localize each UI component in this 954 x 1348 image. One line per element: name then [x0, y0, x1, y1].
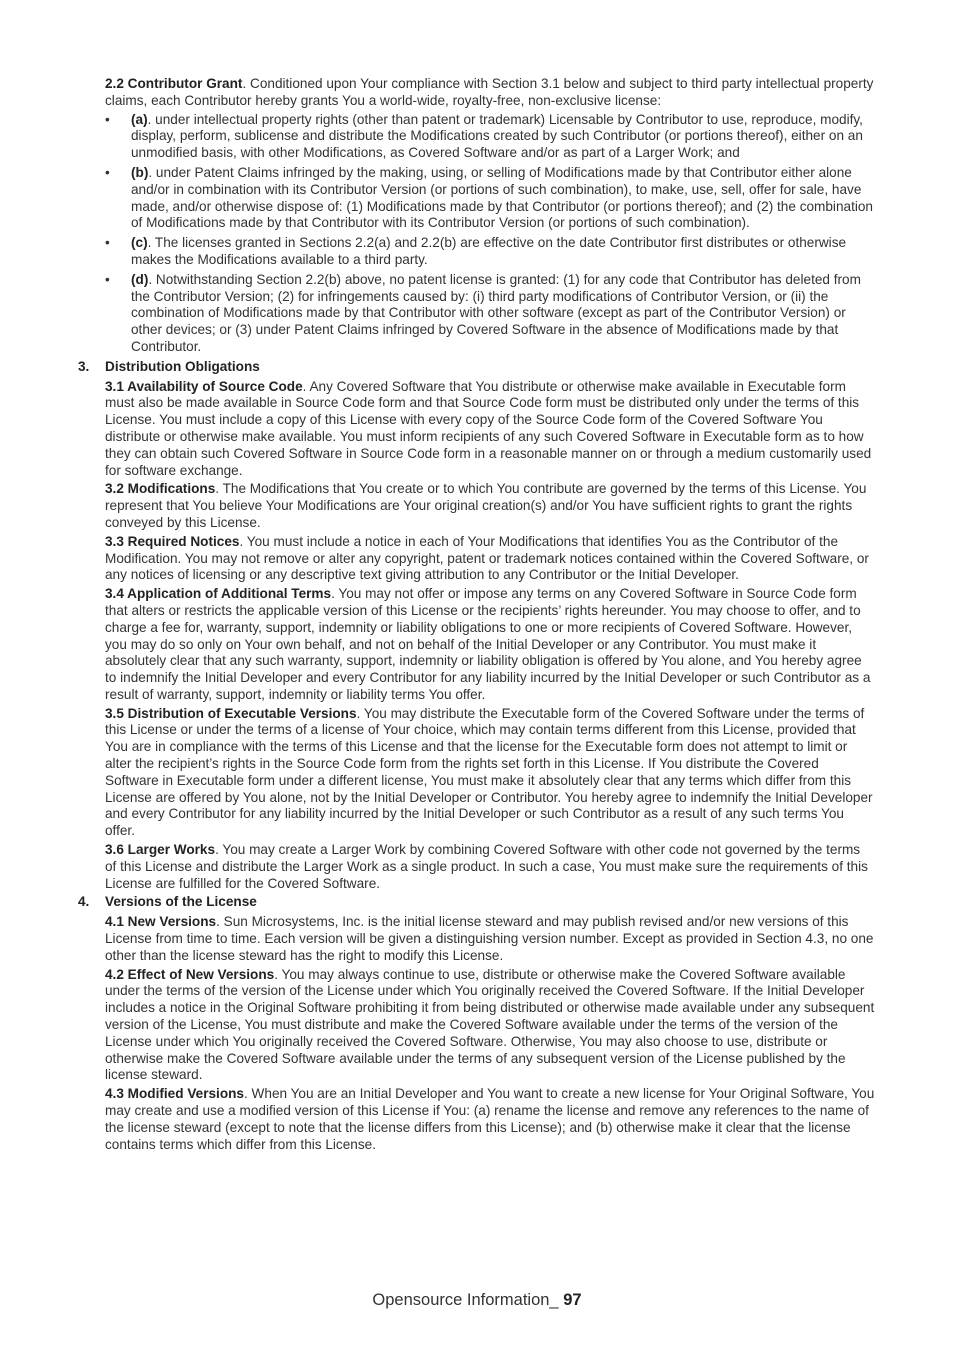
bullet-icon: • — [105, 235, 110, 251]
paragraph-text: . You may distribute the Executable form of the Covered Software under the terms of this License or under the terms of a license of Your choice, which may contain terms different from this License, provided that You are in compliance with the terms of this License and that the license for the Executable form does not attempt to limit or alter the recipient’s rights in the Source Code form from the rights set forth in this License. If You distribute the Covered Software in Executable form under a different license, You must make it absolutely clear that any terms which differ from this License are offered by You alone, not by the Initial Developer or Contributor. You hereby agree to indemnify the Initial Developer and every Contributor for any liability incurred by the Initial Developer or such Contributor as a result of any such terms You offer. — [105, 705, 873, 839]
paragraph-title: 3.2 Modifications — [105, 481, 216, 497]
item-text: . under intellectual property rights (other than patent or trademark) Licensable by Contributor to use, reproduce, modify, display, perform, sublicense and distribute the Modifications created by such Contributor (or portions thereof), either on an unmodified basis, with other Modifications, as Covered Software and/or as part of a Larger Work; and — [131, 111, 863, 161]
item-label: (a) — [131, 111, 148, 127]
item-label: (c) — [131, 235, 148, 251]
paragraph-title: 3.3 Required Notices — [105, 533, 240, 549]
paragraph-text: . When You are an Initial Developer and You want to create a new license for Your Original Software, You may create and use a modified version of this License if You: (a) rename the license and remove any references to the name of the license steward (except to note that the license differs from this License); and (b) otherwise make it clear that the license contains terms which differ from this License. — [105, 1086, 875, 1152]
paragraph-title: 4.3 Modified Versions — [105, 1086, 244, 1102]
section-paragraph — [105, 842, 875, 892]
paragraph-text: . Any Covered Software that You distribute or otherwise make available in Executable form must also be made available in Source Code form and that Source Code form must be distributed only under the terms of this License. You must include a copy of this License with every copy of the Source Code form of the Covered Software You distribute or otherwise make available. You must inform recipients of any such Covered Software in Executable form as to how they can obtain such Covered Software in Source Code form in a reasonable manner on or through a medium customarily used for software exchange. — [105, 378, 872, 478]
paragraph-title: 3.1 Availability of Source Code — [105, 378, 303, 394]
bullet-icon: • — [105, 271, 110, 287]
bullet-icon: • — [105, 111, 110, 127]
item-text: . Notwithstanding Section 2.2(b) above, no patent license is granted: (1) for any code that Contributor has deleted from the Contributor Version; (2) for infringements caused by: (i) third party modifications of Contributor Version, or (ii) the combination of Modifications made by that Contributor with other software (except as part of the Contributor Version) or other devices; or (3) under Patent Claims infringed by Covered Software in the absence of Modifications made by that Contributor. — [131, 271, 861, 354]
section-paragraph — [105, 1086, 875, 1153]
paragraph-title: 3.6 Larger Works — [105, 842, 216, 858]
section-paragraph — [105, 534, 875, 584]
list-item — [105, 235, 875, 269]
list-item — [105, 272, 875, 356]
section-number: 4. — [78, 894, 90, 910]
section-title: Versions of the License — [105, 894, 257, 910]
list-item — [105, 112, 875, 162]
paragraph-title: 3.5 Distribution of Executable Versions — [105, 705, 357, 721]
section-heading — [78, 894, 875, 911]
item-label: (d) — [131, 271, 149, 287]
item-label: (b) — [131, 164, 149, 180]
paragraph-text: . Conditioned upon Your compliance with Section 3.1 below and subject to third party intellectual property claims, each Contributor hereby grants You a world-wide, royalty-free, non-exclusive license: — [105, 76, 874, 108]
section-paragraph — [105, 379, 875, 480]
paragraph-title: 3.4 Application of Additional Terms — [105, 586, 332, 602]
paragraph-text: . The Modifications that You create or to which You contribute are governed by the terms of this License. You represent that You believe Your Modifications are Your original creation(s) and/or You have sufficient rights to grant the rights conveyed by this License. — [105, 481, 867, 530]
section-heading — [78, 358, 875, 376]
section-paragraph — [105, 586, 875, 704]
paragraph-text: . You must include a notice in each of Your Modifications that identifies You as the Contributor of the Modification. You may not remove or alter any copyright, patent or trademark notices contained within the Covered Software, or any notices of licensing or any descriptive text giving attribution to any Contributor or the Initial Developer. — [105, 533, 869, 583]
paragraph-text: . You may not offer or impose any terms on any Covered Software in Source Code form that alters or restricts the applicable version of this License or the recipients’ rights hereunder. You may choose to offer, and to charge a fee for, warranty, support, indemnity or liability obligations to one or more recipients of Covered Software. However, you may do so only on Your own behalf, and not on behalf of the Initial Developer or any Contributor. You must make it absolutely clear that any such warranty, support, indemnity or liability obligation is offered by You alone, and You hereby agree to indemnify the Initial Developer and every Contributor for any liability incurred by the Initial Developer or such Contributor as a result of warranty, support, indemnity or liability terms You offer. — [105, 586, 871, 702]
grant-bullet-list — [105, 112, 875, 356]
document-page — [0, 76, 954, 1155]
section-paragraph — [105, 481, 875, 531]
page-footer — [0, 1290, 954, 1310]
footer-label: Opensource Information_ — [372, 1291, 559, 1309]
paragraph-text: . Sun Microsystems, Inc. is the initial license steward and may publish revised and/or new versions of this License from time to time. Each version will be given a distinguishing version number. Except as provided in Section 4.3, no one other than the license steward has the right to modify this License. — [105, 914, 874, 963]
section-title: Distribution Obligations — [105, 358, 260, 374]
item-text: . under Patent Claims infringed by the making, using, or selling of Modifications made by that Contributor either alone and/or in combination with its Contributor Version (or portions of such combination), to make, use, sell, offer for sale, have made, and/or otherwise dispose of: (1) Modifications made by that Contributor (or portions thereof); and (2) the combination of Modifications made by that Contributor with its Contributor Version (or portions of such combination). — [131, 164, 873, 231]
bullet-icon: • — [105, 164, 110, 180]
section-paragraph — [105, 706, 875, 840]
contributor-grant-paragraph — [105, 76, 875, 110]
paragraph-text: . You may always continue to use, distribute or otherwise make the Covered Software available under the terms of the version of the License under which You originally received the Covered Software. If the Initial Developer includes a notice in the Original Software prohibiting it from being distributed or otherwise made available under any subsequent version of the License, You must distribute and make the Covered Software available under the terms of the version of the License under which You originally received the Covered Software. Otherwise, You may also choose to use, distribute or otherwise make the Covered Software available under the terms of any subsequent version of the License published by the license steward. — [105, 966, 875, 1083]
section-paragraph — [105, 967, 875, 1085]
paragraph-text: . You may create a Larger Work by combining Covered Software with other code not governed by the terms of this License and distribute the Larger Work as a single product. In such a case, You must make sure the requirements of this License are fulfilled for the Covered Software. — [105, 842, 868, 891]
paragraph-title: 4.2 Effect of New Versions — [105, 966, 275, 982]
paragraph-title: 2.2 Contributor Grant — [105, 76, 243, 91]
section-paragraph — [105, 914, 875, 964]
section-number: 3. — [78, 358, 90, 374]
paragraph-title: 4.1 New Versions — [105, 914, 217, 930]
page-number: 97 — [563, 1291, 582, 1309]
item-text: . The licenses granted in Sections 2.2(a) and 2.2(b) are effective on the date Contributor first distributes or otherwise makes the Modifications available to a third party. — [131, 235, 847, 267]
list-item — [105, 165, 875, 232]
document-body — [78, 76, 875, 1153]
